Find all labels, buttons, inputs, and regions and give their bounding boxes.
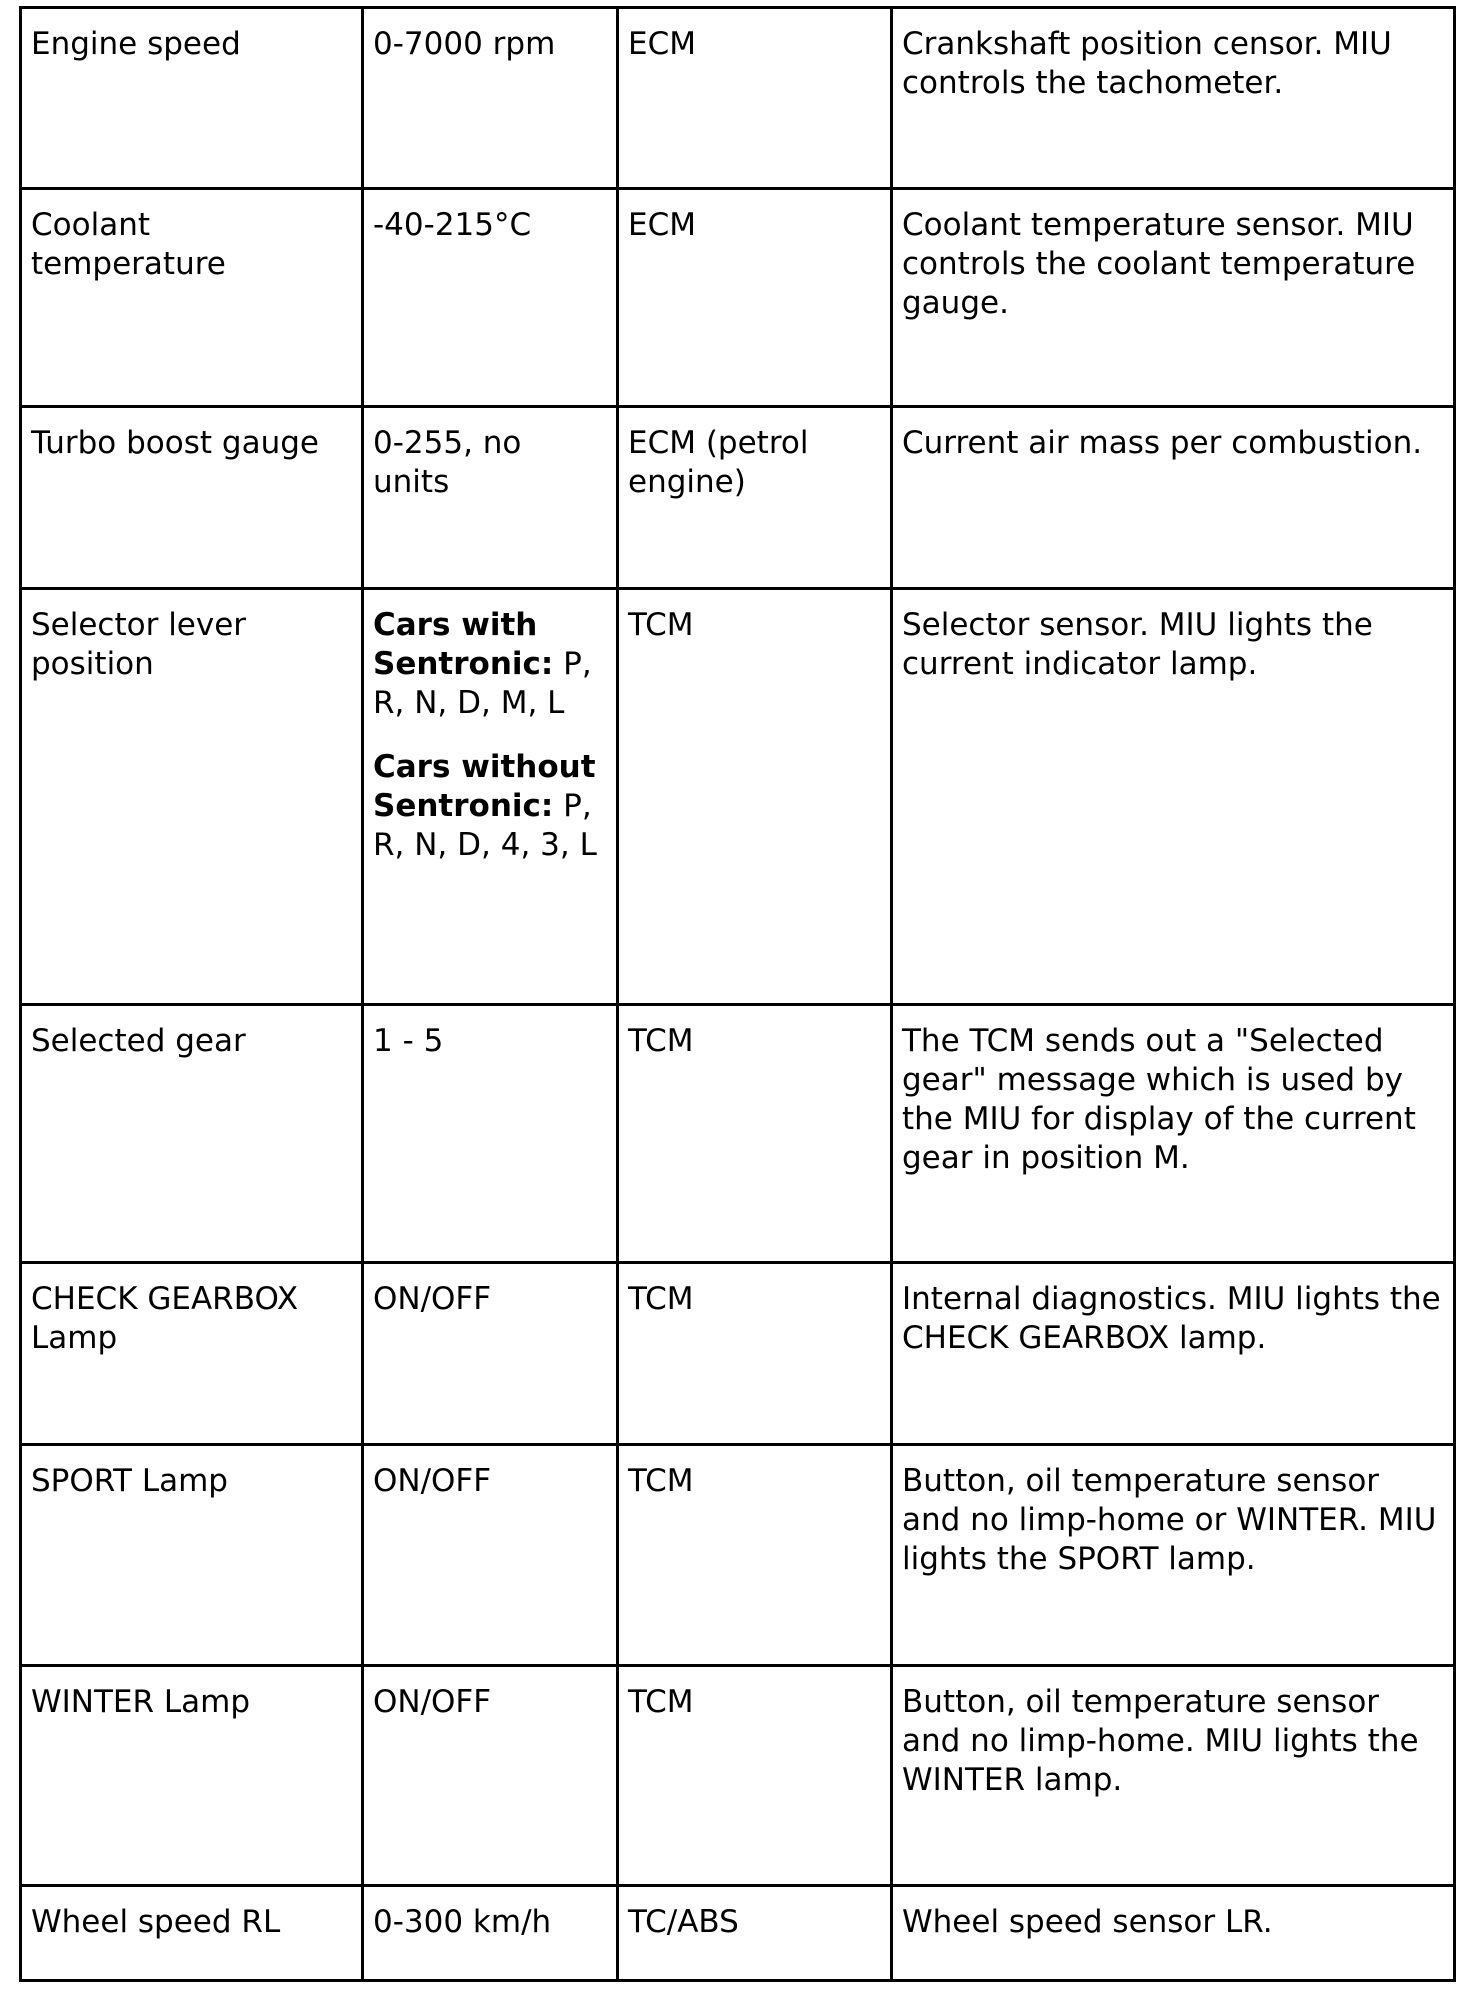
description-cell: Selector sensor. MIU lights the current indicator lamp. [892,589,1455,1005]
range-group-value: P, R, N, D, M, L [373,646,592,721]
table-row [21,8,1455,189]
signal-table [19,6,1456,1982]
range-cell [363,589,618,1005]
table-row [21,189,1455,407]
range-cell: 1 - 5 [363,1005,618,1263]
table-row [21,1263,1455,1445]
source-cell: ECM [618,189,892,407]
range-cell: 0-7000 rpm [363,8,618,189]
range-cell: 0-300 km/h [363,1886,618,1981]
range-group-label: Cars without Sentronic: [373,749,596,824]
signal-name-cell: CHECK GEARBOX Lamp [21,1263,363,1445]
range-group [373,606,607,723]
range-group-label: Cars with Sentronic: [373,607,554,682]
source-cell: ECM (petrol engine) [618,407,892,589]
table-row [21,407,1455,589]
signal-name-cell: Turbo boost gauge [21,407,363,589]
description-cell: Button, oil temperature sensor and no limp-home or WINTER. MIU lights the SPORT lamp. [892,1445,1455,1666]
range-cell: -40-215°C [363,189,618,407]
source-cell: TC/ABS [618,1886,892,1981]
range-cell: ON/OFF [363,1666,618,1886]
signal-name-cell: SPORT Lamp [21,1445,363,1666]
table-row [21,589,1455,1005]
source-cell: TCM [618,1666,892,1886]
range-group [373,748,607,865]
signal-name-cell: WINTER Lamp [21,1666,363,1886]
description-cell: Button, oil temperature sensor and no limp-home. MIU lights the WINTER lamp. [892,1666,1455,1886]
signal-name-cell: Coolant temperature [21,189,363,407]
range-group-value: P, R, N, D, 4, 3, L [373,788,597,863]
signal-name-cell: Wheel speed RL [21,1886,363,1981]
range-cell: ON/OFF [363,1263,618,1445]
range-cell: ON/OFF [363,1445,618,1666]
table-row [21,1005,1455,1263]
table-row [21,1445,1455,1666]
source-cell: TCM [618,1263,892,1445]
source-cell: ECM [618,8,892,189]
signal-name-cell: Selector lever position [21,589,363,1005]
description-cell: Wheel speed sensor LR. [892,1886,1455,1981]
source-cell: TCM [618,1445,892,1666]
table-row [21,1886,1455,1981]
description-cell: The TCM sends out a "Selected gear" message which is used by the MIU for display of the current gear in position M. [892,1005,1455,1263]
description-cell: Crankshaft position censor. MIU controls the tachometer. [892,8,1455,189]
signal-name-cell: Selected gear [21,1005,363,1263]
description-cell: Coolant temperature sensor. MIU controls the coolant temperature gauge. [892,189,1455,407]
table-row [21,1666,1455,1886]
range-cell: 0-255, no units [363,407,618,589]
description-cell: Current air mass per combustion. [892,407,1455,589]
signal-name-cell: Engine speed [21,8,363,189]
source-cell: TCM [618,1005,892,1263]
source-cell: TCM [618,589,892,1005]
description-cell: Internal diagnostics. MIU lights the CHECK GEARBOX lamp. [892,1263,1455,1445]
